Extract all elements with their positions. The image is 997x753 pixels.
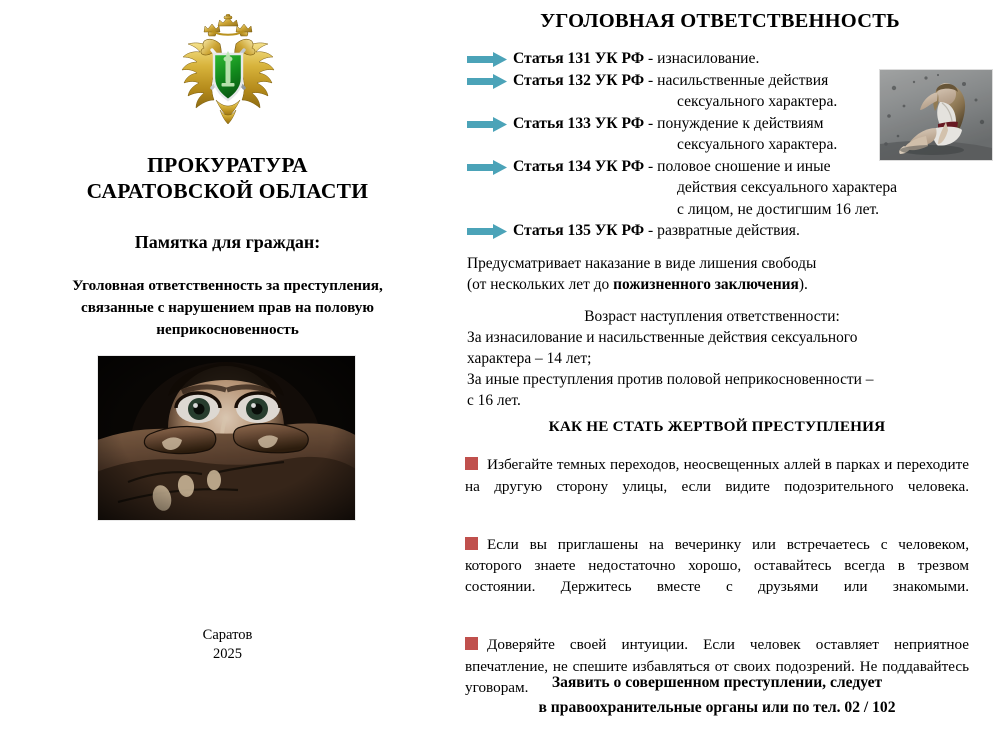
organization-title-line1: ПРОКУРАТУРА: [147, 153, 308, 177]
article-item: [467, 70, 967, 92]
article-label: Статья 133 УК РФ: [513, 114, 645, 132]
article-desc: половое сношение и иные: [657, 157, 831, 175]
square-bullet-icon: [465, 457, 478, 470]
age-line4: с 16 лет.: [467, 392, 521, 409]
arrow-right-icon: [467, 52, 507, 67]
tip-item: [465, 454, 969, 518]
organization-title: [0, 152, 455, 204]
age-line3: За иные преступления против половой неприкосновенности –: [467, 371, 874, 388]
tip-text: Если вы приглашены на вечеринку или встречаетесь с человеком, которого знаете недостаточно хорошо, оставайтесь всегда в трезвом состоянии. Держитесь вместе с друзьями или знакомыми.: [465, 535, 969, 596]
article-desc: понуждение к действиям: [657, 114, 824, 132]
victim-photo-hands-over-mouth: [98, 356, 355, 520]
article-item: [467, 113, 967, 135]
tip-text: Доверяйте своей интуиции. Если человек оставляет неприятное впечатление, не спешите избавляться от своих подозрений. Не поддавайтесь уговорам.: [465, 636, 969, 697]
article-dash: -: [644, 157, 658, 175]
report-line1: Заявить о совершенном преступлении, следует: [551, 674, 883, 691]
article-dash: -: [644, 222, 658, 239]
report-crime-note: [467, 670, 967, 720]
memo-subtitle: [20, 275, 435, 341]
memo-label: Памятка для граждан:: [134, 232, 321, 252]
tip-text: Избегайте темных переходов, неосвещенных аллей в парках и переходите на другую сторону улицы, если видите подозрительного человека.: [465, 456, 969, 495]
punishment-paragraph: [467, 254, 967, 295]
prosecutor-office-emblem: [0, 14, 455, 143]
arrow-right-icon: [467, 74, 507, 89]
punishment-line1: Предусматривает наказание в виде лишения свободы: [467, 255, 817, 272]
article-continuation: действия сексуального характера: [677, 179, 898, 196]
article-label: Статья 135 УК РФ: [513, 222, 645, 239]
report-line2: в правоохранительные органы или по тел. 02 / 102: [538, 699, 896, 716]
square-bullet-icon: [465, 537, 478, 550]
square-bullet-icon: [465, 637, 478, 650]
punishment-line2: [467, 275, 967, 296]
arrow-right-icon: [467, 160, 507, 175]
age-of-liability-heading: Возраст наступления ответственности:: [584, 308, 840, 325]
article-label: Статья 132 УК РФ: [513, 71, 645, 89]
punishment-line2-pre: (от нескольких лет до: [467, 275, 614, 293]
article-label: Статья 134 УК РФ: [513, 157, 645, 175]
article-item: [467, 156, 967, 178]
punishment-line2-post: ).: [798, 275, 808, 293]
footer-city: Саратов: [202, 627, 253, 643]
article-item: [467, 220, 967, 242]
article-desc: изнасилование.: [657, 50, 760, 67]
memo-subtitle-line1: Уголовная ответственность за преступления,: [72, 277, 383, 294]
right-column: [455, 0, 997, 753]
how-not-to-become-victim-heading: КАК НЕ СТАТЬ ЖЕРТВОЙ ПРЕСТУПЛЕНИЯ: [548, 418, 886, 435]
footer-year: 2025: [213, 646, 242, 662]
article-dash: -: [644, 71, 658, 89]
left-column: [0, 0, 455, 753]
article-desc: развратные действия.: [657, 222, 800, 239]
organization-title-line2: САРАТОВСКОЙ ОБЛАСТИ: [86, 179, 369, 203]
article-continuation: с лицом, не достигшим 16 лет.: [677, 200, 880, 218]
article-label: Статья 131 УК РФ: [513, 50, 645, 67]
arrow-right-icon: [467, 117, 507, 132]
article-continuation: сексуального характера.: [677, 136, 838, 153]
memo-subtitle-line2: связанные с нарушением прав на половую: [81, 299, 374, 316]
article-desc: насильственные действия: [657, 71, 829, 89]
memo-subtitle-line3: неприкосновенность: [156, 321, 299, 338]
article-continuation: сексуального характера.: [677, 93, 838, 110]
arrow-right-icon: [467, 224, 507, 239]
tip-item: [465, 534, 969, 620]
age-line2: характера – 14 лет;: [467, 350, 592, 367]
article-dash: -: [644, 50, 658, 67]
criminal-articles-list: [467, 48, 967, 242]
punishment-life-term: пожизненного заключения: [613, 275, 799, 293]
age-line1: За изнасилование и насильственные действия сексуального: [467, 329, 858, 346]
criminal-liability-heading: УГОЛОВНАЯ ОТВЕТСТВЕННОСТЬ: [540, 10, 900, 32]
article-item: [467, 48, 967, 70]
age-of-liability-body: [467, 327, 967, 411]
article-dash: -: [644, 114, 658, 132]
